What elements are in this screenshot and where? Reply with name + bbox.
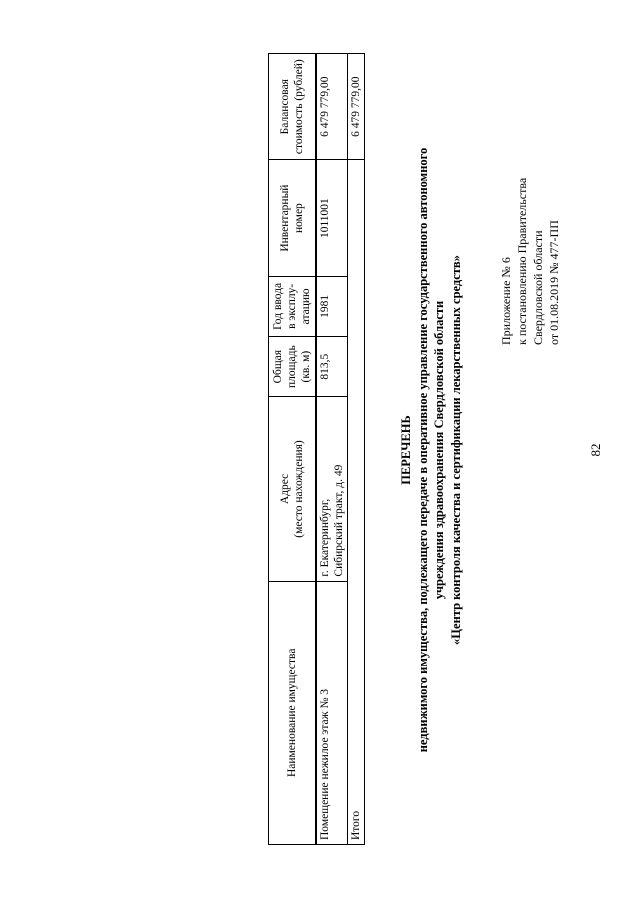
property-table (268, 53, 365, 845)
appendix-line: Приложение № 6 (499, 257, 513, 345)
document-heading (398, 55, 464, 845)
cell-name: Помещение нежилое этаж № 3 (316, 581, 348, 844)
header-name: Наименование имущества (269, 581, 317, 844)
heading-line: «Центр контроля качества и сертификации лекарственных средств» (448, 255, 463, 645)
header-year: Год ввода в эксплу- атацию (269, 276, 317, 336)
appendix-line: от 01.08.2019 № 477-ПП (547, 220, 561, 345)
total-value: 6 479 779,00 (348, 54, 365, 160)
total-label: Итого (348, 160, 365, 845)
appendix-block (498, 178, 562, 345)
cell-inventory: 1011001 (316, 160, 348, 276)
header-address: Адрес (место нахождения) (269, 397, 317, 581)
cell-area: 813,5 (316, 336, 348, 396)
heading-line: учреждения здравоохранения Свердловской области (432, 300, 446, 600)
table-row (316, 54, 348, 845)
cell-address: г. Екатеринбург, Сибирский тракт, д. 49 (316, 397, 348, 581)
appendix-line: Свердловской области (531, 230, 545, 345)
appendix-line: к постановлению Правительства (515, 177, 529, 345)
heading-title: ПЕРЕЧЕНЬ (399, 415, 413, 485)
total-row (348, 54, 365, 845)
header-inventory: Инвентарный номер (269, 160, 317, 276)
heading-line: недвижимого имущества, подлежащего передаче в оперативное управление государственного автономного (415, 147, 430, 753)
table-header-row (269, 54, 317, 845)
cell-year: 1981 (316, 276, 348, 336)
cell-value: 6 479 779,00 (316, 54, 348, 160)
page-number: 82 (588, 443, 603, 457)
header-area: Общая площадь (кв. м) (269, 336, 317, 396)
header-value: Балансовая стоимость (рублей) (269, 54, 317, 160)
